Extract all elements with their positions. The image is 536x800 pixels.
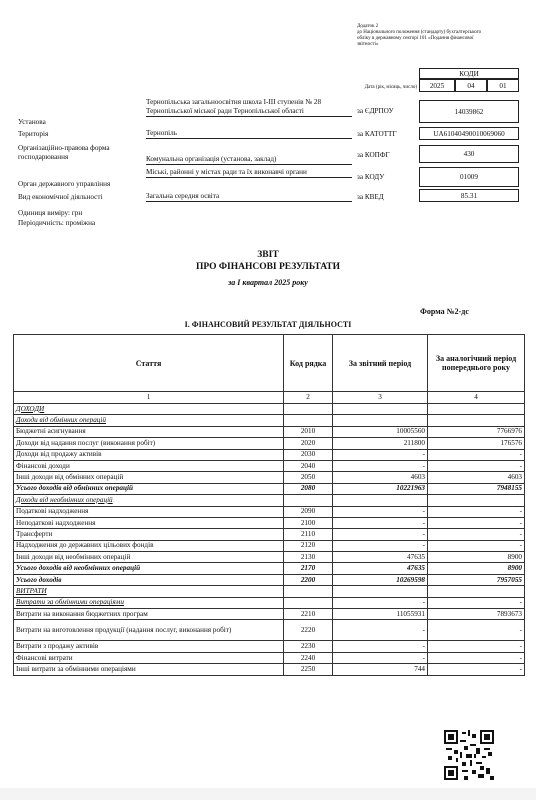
row-article: Інші доходи від обмінних операцій [14,472,284,483]
org-label-territory: Територія [18,130,49,138]
row-previous-value: - [428,517,525,528]
note-line: звітності» [357,42,379,47]
row-code: 2010 [284,426,333,437]
row-code [284,597,333,608]
row-current-value: 11055931 [333,609,428,620]
row-previous-value [428,495,525,506]
row-current-value: 10005560 [333,426,428,437]
row-article: Доходи від обмінних операцій [14,415,284,426]
org-value-territory: Тернопіль [146,129,352,139]
row-previous-value: 7766976 [428,426,525,437]
row-article: Інші доходи від необмінних операцій [14,552,284,563]
row-article: Витрати на виконання бюджетних програм [14,609,284,620]
table-row [14,495,525,506]
header-article: Стаття [14,335,284,392]
row-code: 2020 [284,438,333,449]
table-row [14,652,525,663]
table-row [14,620,525,641]
form-appendix-note [357,24,517,48]
row-previous-value: - [428,620,525,641]
report-period: за I квартал 2025 року [228,278,308,287]
periodicity: Періодичність: проміжна [18,219,96,227]
row-current-value: - [333,641,428,652]
table-row [14,664,525,675]
org-label-institution: Установа [18,118,46,126]
row-current-value: 47635 [333,552,428,563]
row-current-value [333,495,428,506]
row-current-value: - [333,597,428,608]
date-label: Дата (рік, місяць, число) [364,85,417,90]
code-kved: 85.31 [419,189,519,202]
row-previous-value: 176576 [428,438,525,449]
note-line: до Національного положення (стандарту) бухгалтерського [357,30,482,35]
code-label-kved: за КВЕД [357,193,384,201]
row-previous-value [428,586,525,597]
code-label-kodu: за КОДУ [357,173,385,181]
table-header-row [14,335,525,392]
row-current-value [333,404,428,415]
row-article: Доходи від продажу активів [14,449,284,460]
row-current-value: - [333,517,428,528]
row-article: Доходи від надання послуг (виконання робіт) [14,438,284,449]
org-value-institution: Тернопільська загальноосвітня школа І-ІІІ ступенів № 28 Тернопільської міської ради Тернопільської області [146,98,352,117]
header-previous: За аналогічний період попереднього року [428,335,525,392]
row-article: Інші витрати за обмінними операціями [14,664,284,675]
row-previous-value: 8900 [428,563,525,574]
table-row [14,609,525,620]
row-code [284,495,333,506]
row-current-value: - [333,540,428,551]
row-code: 2050 [284,472,333,483]
row-code: 2250 [284,664,333,675]
code-kodu: 01009 [419,167,519,187]
row-article: ВИТРАТИ [14,586,284,597]
table-row [14,415,525,426]
row-article: Усього доходів від обмінних операцій [14,483,284,494]
table-row [14,641,525,652]
row-previous-value: 7893673 [428,609,525,620]
row-article: ДОХОДИ [14,404,284,415]
table-row [14,517,525,528]
org-value-authority: Міські, районні у містах ради та їх виконавчі органи [146,168,352,178]
row-previous-value: 4603 [428,472,525,483]
form-number: Форма №2-дс [420,307,469,316]
row-previous-value: 8900 [428,552,525,563]
row-previous-value: - [428,460,525,471]
row-article: Доходи від необмінних операцій [14,495,284,506]
row-current-value: 10221963 [333,483,428,494]
table-row [14,540,525,551]
row-current-value: - [333,652,428,663]
col-num: 2 [284,392,333,404]
row-previous-value: - [428,506,525,517]
row-code: 2110 [284,529,333,540]
row-code: 2040 [284,460,333,471]
table-row [14,529,525,540]
code-day: 01 [487,79,519,92]
table-row [14,563,525,574]
row-code [284,586,333,597]
unit-of-measure: Одиниця виміру: грн [18,209,83,217]
table-row [14,472,525,483]
code-kopfg: 430 [419,145,519,163]
code-month: 04 [455,79,487,92]
code-label-kopfg: за КОПФГ [357,151,390,159]
row-code: 2100 [284,517,333,528]
row-article: Витрати з продажу активів [14,641,284,652]
table-row [14,574,525,585]
row-article: Усього доходів від необмінних операцій [14,563,284,574]
org-label-legal-form: Організаційно-правова форма господарювання [18,144,110,161]
table-row [14,426,525,437]
row-article: Податкові надходження [14,506,284,517]
report-title: ЗВІТ [257,250,279,260]
header-current: За звітний період [333,335,428,392]
table-row [14,483,525,494]
row-code: 2240 [284,652,333,663]
report-subtitle: ПРО ФІНАНСОВІ РЕЗУЛЬТАТИ [195,262,341,272]
row-code: 2170 [284,563,333,574]
table-row [14,438,525,449]
row-current-value: 4603 [333,472,428,483]
row-current-value: - [333,449,428,460]
code-katottg: UA61040490010069060 [419,127,519,140]
row-current-value: - [333,460,428,471]
row-previous-value: - [428,540,525,551]
qr-code-icon [444,730,494,780]
org-value-legal-form: Комунальна організація (установа, заклад) [146,155,352,165]
row-previous-value: - [428,652,525,663]
row-article: Трансферти [14,529,284,540]
row-previous-value [428,404,525,415]
row-code: 2220 [284,620,333,641]
row-article: Усього доходів [14,574,284,585]
row-previous-value: - [428,449,525,460]
code-label-katottg: за КАТОТТГ [357,130,397,138]
row-previous-value [428,415,525,426]
code-label-edrpou: за ЄДРПОУ [357,107,394,115]
row-article: Надходження до державних цільових фондів [14,540,284,551]
org-label-authority: Орган державного управління [18,180,111,188]
code-year: 2025 [419,79,455,92]
row-current-value: 744 [333,664,428,675]
table-column-numbers [14,392,525,404]
row-code: 2120 [284,540,333,551]
row-current-value [333,586,428,597]
row-article: Витрати за обмінними операціями [14,597,284,608]
table-row [14,506,525,517]
row-current-value: - [333,620,428,641]
row-previous-value: - [428,529,525,540]
row-code: 2090 [284,506,333,517]
row-current-value: 47635 [333,563,428,574]
row-code: 2200 [284,574,333,585]
row-current-value: 211800 [333,438,428,449]
row-article: Неподаткові надходження [14,517,284,528]
table-row [14,449,525,460]
table-row [14,552,525,563]
financial-results-table [13,334,525,676]
note-line: Додаток 2 [357,24,379,29]
section-title: I. ФІНАНСОВИЙ РЕЗУЛЬТАТ ДІЯЛЬНОСТІ [184,320,352,329]
page-footer-bar [0,788,536,800]
row-code [284,404,333,415]
row-code [284,415,333,426]
table-row [14,460,525,471]
row-current-value: 10269598 [333,574,428,585]
row-code: 2030 [284,449,333,460]
row-article: Фінансові витрати [14,652,284,663]
note-line: обліку в державному секторі 101 «Подання фінансової [357,36,474,41]
row-current-value: - [333,529,428,540]
row-article: Витрати на виготовлення продукції (надання послуг, виконання робіт) [14,620,284,641]
table-row [14,597,525,608]
col-num: 3 [333,392,428,404]
row-code: 2080 [284,483,333,494]
col-num: 1 [14,392,284,404]
org-value-activity: Загальна середня освіта [146,192,352,202]
row-article: Фінансові доходи [14,460,284,471]
row-previous-value: 7957055 [428,574,525,585]
org-label-activity: Вид економічної діяльності [18,193,103,201]
col-num: 4 [428,392,525,404]
row-current-value: - [333,506,428,517]
row-code: 2210 [284,609,333,620]
row-previous-value: - [428,641,525,652]
table-row [14,404,525,415]
row-code: 2130 [284,552,333,563]
row-previous-value: - [428,597,525,608]
table-row [14,586,525,597]
row-article: Бюджетні асигнування [14,426,284,437]
row-previous-value: 7948155 [428,483,525,494]
row-previous-value: - [428,664,525,675]
row-current-value [333,415,428,426]
codes-header: КОДИ [419,68,519,79]
header-code: Код рядка [284,335,333,392]
row-code: 2230 [284,641,333,652]
code-edrpou: 14039862 [419,100,519,123]
